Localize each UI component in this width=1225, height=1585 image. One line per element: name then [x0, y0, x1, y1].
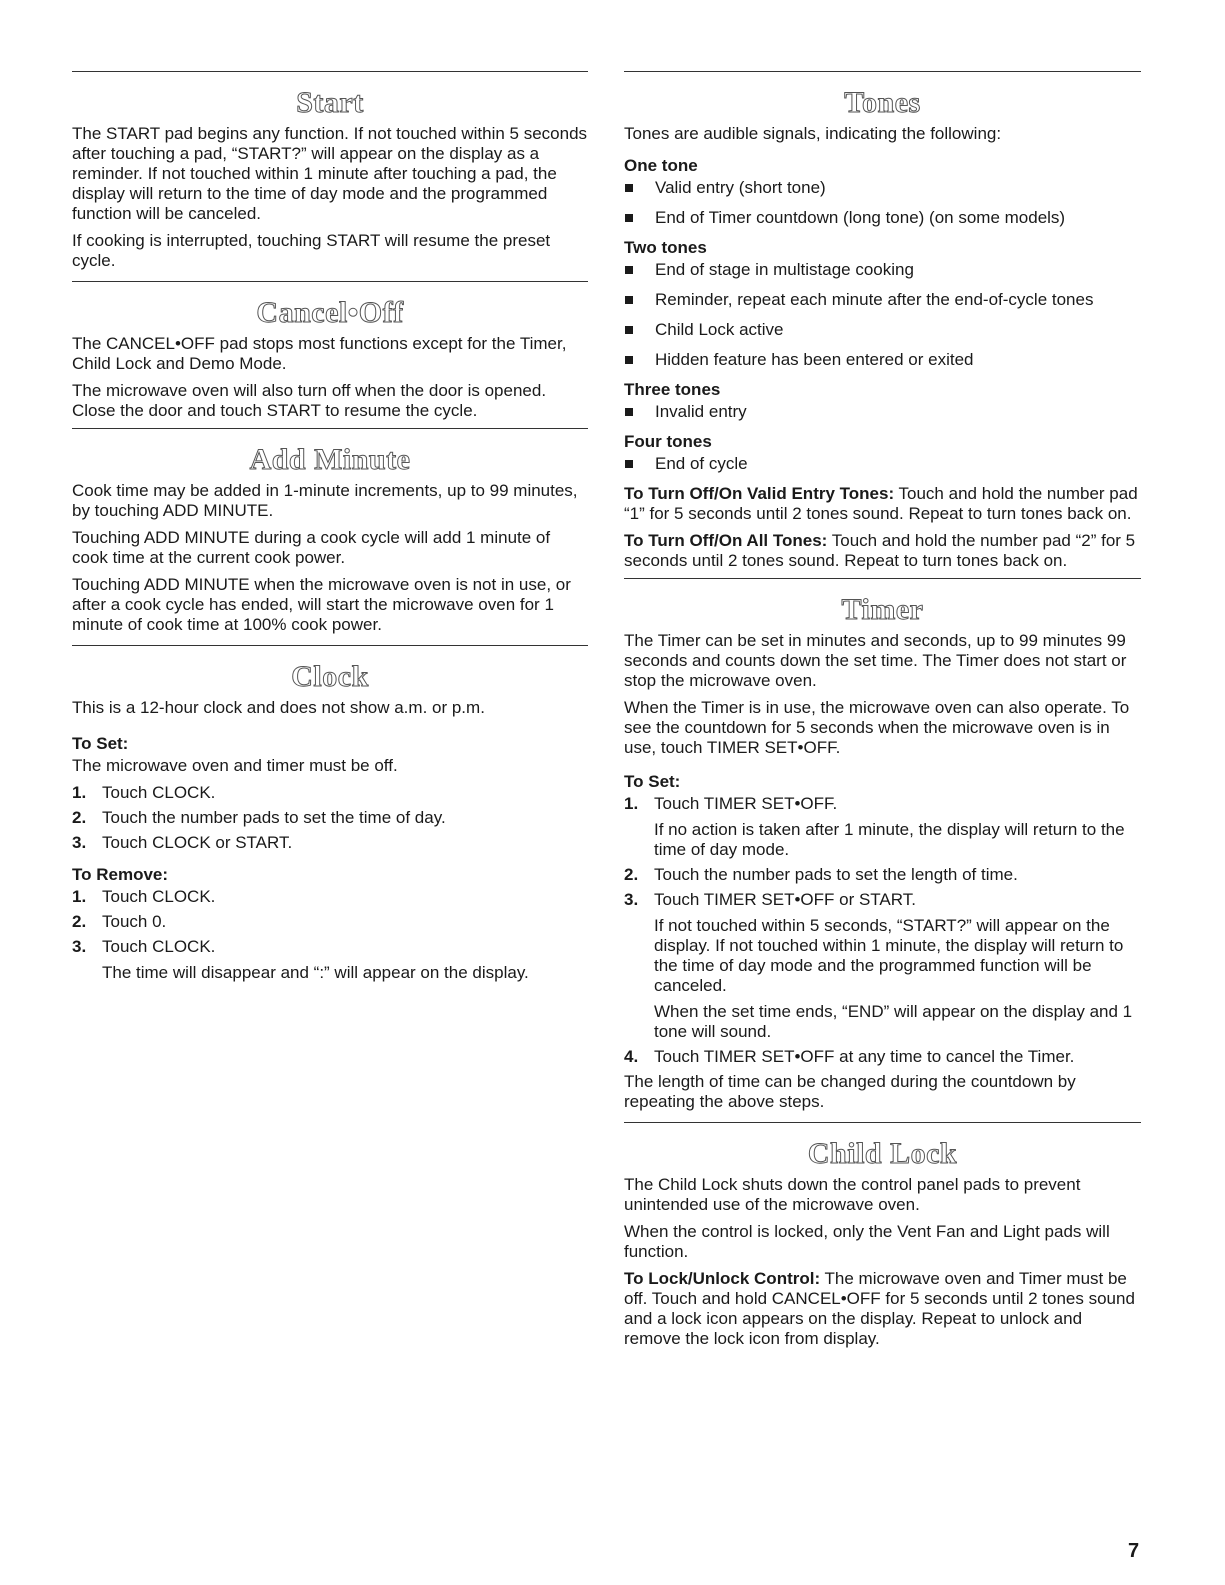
four-tones-list: [624, 454, 1141, 474]
list-item: Hidden feature has been entered or exited: [624, 350, 1141, 370]
bullet-icon: [625, 460, 633, 468]
cancel-paragraph-1: The CANCEL•OFF pad stops most functions except for the Timer, Child Lock and Demo Mode.: [72, 334, 567, 373]
add-minute-paragraph-2: Touching ADD MINUTE during a cook cycle will add 1 minute of cook time at the current cook power.: [72, 528, 551, 567]
valid-entry-tones-instruction: To Turn Off/On Valid Entry Tones: Touch and hold the number pad “1” for 5 seconds until 2 tones sound. Repeat to turn tones back on.: [624, 484, 1138, 523]
list-item: 2. Touch 0.: [72, 912, 167, 931]
list-item: 3. Touch TIMER SET•OFF or START. If not touched within 5 seconds, “START?” will appear on the display. If not touched within 1 minute, the display will return to the time of day mode and the programmed function will be canceled. When the set time ends, “END” will appear on the display and 1 tone will sound.: [624, 890, 1141, 1042]
list-item: 2. Touch the number pads to set the length of time.: [624, 865, 1018, 884]
right-column: [624, 71, 1141, 1356]
three-tones-list: [624, 402, 1141, 422]
list-item: Child Lock active: [624, 320, 1141, 340]
list-item: 1. Touch CLOCK.: [72, 887, 216, 906]
section-divider: [72, 71, 588, 72]
timer-outro: The length of time can be changed during the countdown by repeating the above steps.: [624, 1072, 1076, 1111]
section-divider: [72, 281, 588, 282]
timer-step-3-note-2: When the set time ends, “END” will appear on the display and 1 tone will sound.: [654, 1002, 1133, 1041]
one-tone-list: [624, 178, 1141, 228]
timer-paragraph-1: The Timer can be set in minutes and seconds, up to 99 minutes 99 seconds and counts down the set time. The Timer does not start or stop the microwave oven.: [624, 631, 1127, 690]
list-item: Reminder, repeat each minute after the end-of-cycle tones: [624, 290, 1141, 310]
clock-remove-note: The time will disappear and “:” will appear on the display.: [102, 963, 529, 982]
all-tones-instruction: To Turn Off/On All Tones: Touch and hold the number pad “2” for 5 seconds until 2 tones sound. Repeat to turn tones back on.: [624, 531, 1136, 570]
bullet-icon: [625, 296, 633, 304]
section-divider: [72, 645, 588, 646]
add-minute-paragraph-3: Touching ADD MINUTE when the microwave oven is not in use, or after a cook cycle has ended, will start the microwave oven for 1 minute of cook time at 100% cook power.: [72, 575, 571, 634]
list-item: Invalid entry: [624, 402, 1141, 422]
section-title-timer: Timer: [841, 593, 924, 626]
list-item: 2. Touch the number pads to set the time of day.: [72, 808, 446, 827]
list-item: 1. Touch TIMER SET•OFF. If no action is taken after 1 minute, the display will return to the time of day mode.: [624, 794, 1141, 860]
tones-intro: Tones are audible signals, indicating the following:: [624, 124, 1002, 143]
list-item: 3. Touch CLOCK or START.: [72, 833, 293, 852]
two-tones-heading: Two tones: [624, 238, 707, 257]
section-title-child-lock: Child Lock: [807, 1137, 958, 1170]
page-number: 7: [1128, 1540, 1140, 1562]
cancel-off-section: [72, 281, 588, 421]
clock-section: [72, 645, 588, 983]
add-minute-paragraph-1: Cook time may be added in 1-minute increments, up to 99 minutes, by touching ADD MINUTE.: [72, 481, 578, 520]
section-title-cancel-off: Cancel•Off: [256, 296, 404, 329]
section-divider: [624, 578, 1141, 579]
start-paragraph-1: The START pad begins any function. If not touched within 5 seconds after touching a pad, “START?” will appear on the display as a reminder. If not touched within 1 minute after touching a pad, the display will return to the time of day mode and the programmed function will be canceled.: [72, 124, 588, 223]
four-tones-heading: Four tones: [624, 432, 712, 451]
add-minute-section: [72, 428, 588, 635]
three-tones-heading: Three tones: [624, 380, 721, 399]
timer-step-1-note: If no action is taken after 1 minute, the display will return to the time of day mode.: [654, 820, 1125, 859]
clock-remove-steps: [72, 887, 588, 983]
timer-set-heading: To Set:: [624, 772, 681, 791]
two-tones-list: [624, 260, 1141, 370]
list-item: 4. Touch TIMER SET•OFF at any time to cancel the Timer.: [624, 1047, 1075, 1066]
section-title-clock: Clock: [291, 660, 369, 693]
clock-intro: This is a 12-hour clock and does not show a.m. or p.m.: [72, 698, 485, 717]
list-item: 3. Touch CLOCK. The time will disappear and “:” will appear on the display.: [72, 937, 588, 983]
section-divider: [624, 71, 1141, 72]
one-tone-heading: One tone: [624, 156, 698, 175]
section-divider: [624, 1122, 1141, 1123]
child-lock-section: [624, 1122, 1141, 1349]
bullet-icon: [625, 214, 633, 222]
timer-step-3-note-1: If not touched within 5 seconds, “START?” will appear on the display. If not touched within 1 minute, the display will return to the time of day mode and the programmed function will be canceled.: [654, 916, 1124, 995]
section-title-tones: Tones: [844, 86, 921, 119]
bullet-icon: [625, 356, 633, 364]
timer-section: [624, 578, 1141, 1112]
list-item: Valid entry (short tone): [624, 178, 1141, 198]
clock-remove-heading: To Remove:: [72, 865, 169, 884]
bullet-icon: [625, 184, 633, 192]
bullet-icon: [625, 326, 633, 334]
cancel-paragraph-2: The microwave oven will also turn off when the door is opened. Close the door and touch START to resume the cycle.: [72, 381, 547, 420]
bullet-icon: [625, 266, 633, 274]
child-lock-paragraph-2: When the control is locked, only the Vent Fan and Light pads will function.: [624, 1222, 1110, 1261]
timer-paragraph-2: When the Timer is in use, the microwave oven can also operate. To see the countdown for 5 seconds when the microwave oven is in use, touch TIMER SET•OFF.: [624, 698, 1130, 757]
lock-unlock-instruction: To Lock/Unlock Control: The microwave oven and Timer must be off. Touch and hold CANCEL•OFF for 5 seconds until 2 tones sound and a lock icon appears on the display. Repeat to unlock and remove the lock icon from display.: [624, 1269, 1135, 1348]
list-item: End of cycle: [624, 454, 1141, 474]
start-paragraph-2: If cooking is interrupted, touching START will resume the preset cycle.: [72, 231, 551, 270]
left-column: [72, 71, 588, 988]
list-item: 1. Touch CLOCK.: [72, 783, 216, 802]
clock-set-steps: [72, 783, 588, 853]
section-divider: [72, 428, 588, 429]
tones-section: [624, 71, 1141, 571]
section-title-start: Start: [296, 86, 364, 119]
list-item: End of Timer countdown (long tone) (on some models): [624, 208, 1141, 228]
list-item: End of stage in multistage cooking: [624, 260, 1141, 280]
timer-set-steps: [624, 794, 1141, 1067]
start-section: [72, 71, 588, 271]
clock-set-heading: To Set:: [72, 734, 129, 753]
child-lock-paragraph-1: The Child Lock shuts down the control panel pads to prevent unintended use of the microwave oven.: [624, 1175, 1081, 1214]
section-title-add-minute: Add Minute: [249, 443, 411, 476]
bullet-icon: [625, 408, 633, 416]
clock-set-note: The microwave oven and timer must be off.: [72, 756, 398, 775]
